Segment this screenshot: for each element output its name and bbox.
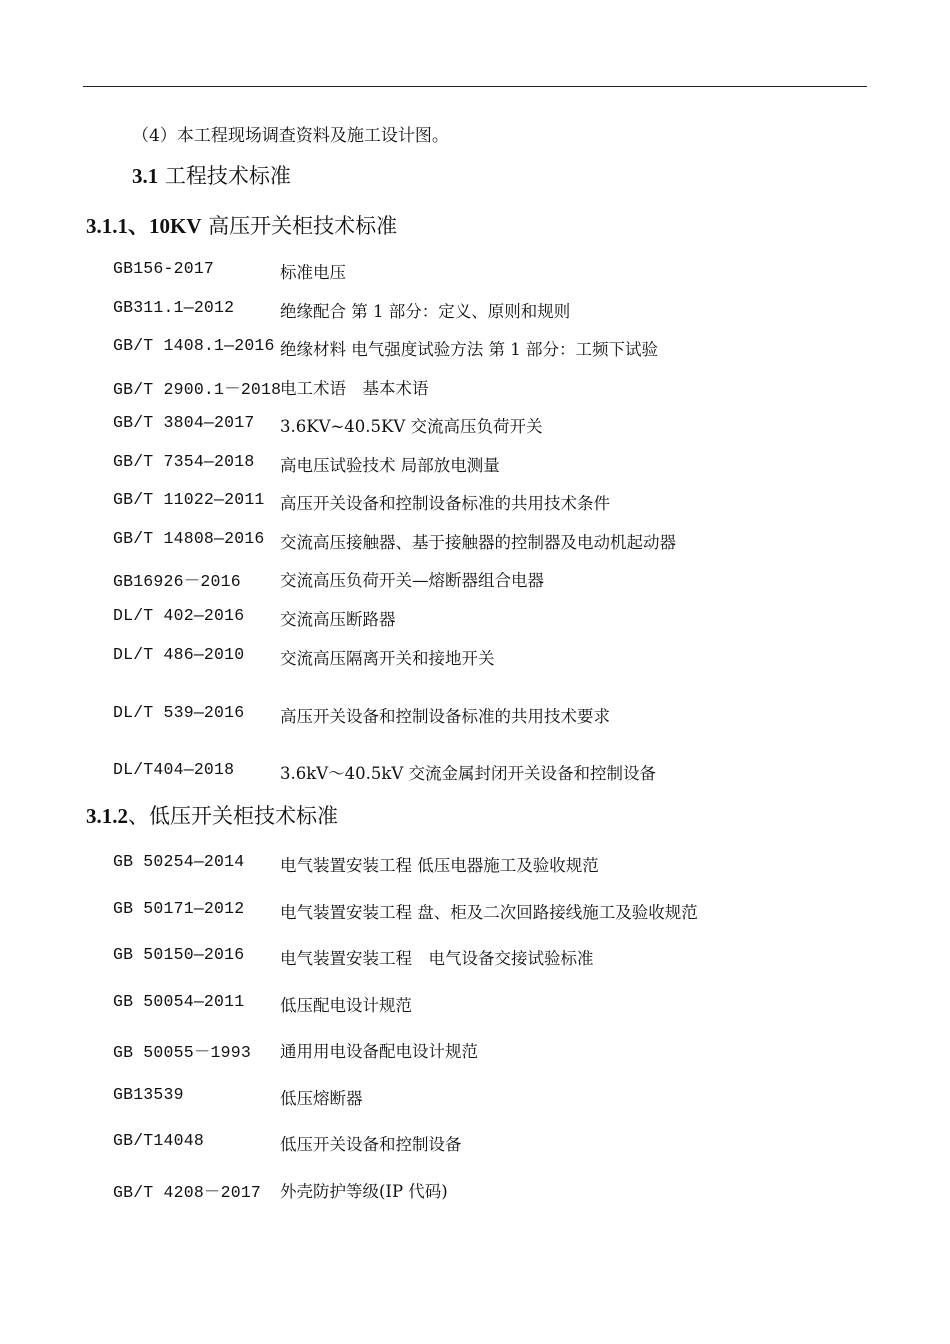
subsection-title: 高压开关柜技术标准	[201, 214, 398, 238]
standard-title: 高压开关设备和控制设备标准的共用技术要求	[280, 707, 610, 726]
standard-code: GB13539	[113, 1085, 184, 1104]
standard-title: 绝缘材料 电气强度试验方法 第 1 部分：工频下试验	[280, 340, 658, 359]
standard-code: GB 50150—2016	[113, 945, 245, 964]
header-rule	[83, 86, 867, 87]
standard-code: DL/T404—2018	[113, 760, 235, 779]
section-heading	[132, 160, 291, 190]
standard-title: 电工术语 基本术语	[280, 379, 429, 398]
section-number: 3.1	[132, 164, 159, 188]
standard-code: GB/T 1408.1—2016	[113, 336, 275, 355]
standard-code: GB 50254—2014	[113, 852, 245, 871]
subsection-heading-hv	[86, 210, 397, 240]
standard-title: 交流高压负荷开关—熔断器组合电器	[280, 571, 544, 590]
standard-code: GB/T 14808—2016	[113, 529, 265, 548]
subsection-heading-lv	[86, 800, 338, 830]
standard-title: 高压开关设备和控制设备标准的共用技术条件	[280, 494, 610, 513]
standard-title: 高电压试验技术 局部放电测量	[280, 456, 500, 475]
standard-title: 电气装置安装工程 电气设备交接试验标准	[280, 949, 594, 968]
standard-title: 电气装置安装工程 低压电器施工及验收规范	[280, 856, 599, 875]
subsection-number: 3.1.2	[86, 804, 128, 828]
standard-code: GB 50171—2012	[113, 899, 245, 918]
subsection-number: 3.1.1、10KV	[86, 214, 202, 238]
standard-title: 电气装置安装工程 盘、柜及二次回路接线施工及验收规范	[280, 903, 698, 922]
standard-code: GB16926－2016	[113, 572, 241, 591]
subsection-title: 、低压开关柜技术标准	[128, 804, 338, 828]
standard-title: 通用用电设备配电设计规范	[280, 1042, 478, 1061]
standard-title: 3.6kV～40.5kV 交流金属封闭开关设备和控制设备	[280, 764, 657, 783]
standard-title: 外壳防护等级(IP 代码)	[280, 1182, 448, 1201]
standard-code: DL/T 486—2010	[113, 645, 245, 664]
intro-paragraph: （4）本工程现场调查资料及施工设计图。	[132, 126, 449, 146]
standard-title: 绝缘配合 第 1 部分：定义、原则和规则	[280, 302, 571, 321]
standard-title: 低压配电设计规范	[280, 996, 412, 1015]
standard-code: GB/T 11022—2011	[113, 490, 265, 509]
standard-code: GB/T 3804—2017	[113, 413, 255, 432]
standard-code: GB311.1—2012	[113, 298, 235, 317]
standard-code: DL/T 402—2016	[113, 606, 245, 625]
standard-code: GB/T 7354—2018	[113, 452, 255, 471]
standard-title: 低压开关设备和控制设备	[280, 1135, 462, 1154]
standard-code: GB 50054—2011	[113, 992, 245, 1011]
standard-code: GB/T 2900.1－2018	[113, 380, 282, 399]
standard-code: GB/T14048	[113, 1131, 204, 1150]
standard-title: 低压熔断器	[280, 1089, 363, 1108]
standard-code: DL/T 539—2016	[113, 703, 245, 722]
standard-title: 3.6KV~40.5KV 交流高压负荷开关	[280, 417, 543, 436]
standard-code: GB/T 4208－2017	[113, 1183, 262, 1202]
section-title: 工程技术标准	[158, 164, 291, 188]
standard-title: 交流高压断路器	[280, 610, 396, 629]
standard-title: 标准电压	[280, 263, 346, 282]
standard-title: 交流高压隔离开关和接地开关	[280, 649, 495, 668]
standard-title: 交流高压接触器、基于接触器的控制器及电动机起动器	[280, 533, 676, 552]
standard-code: GB 50055－1993	[113, 1043, 251, 1062]
standard-code: GB156-2017	[113, 259, 215, 278]
